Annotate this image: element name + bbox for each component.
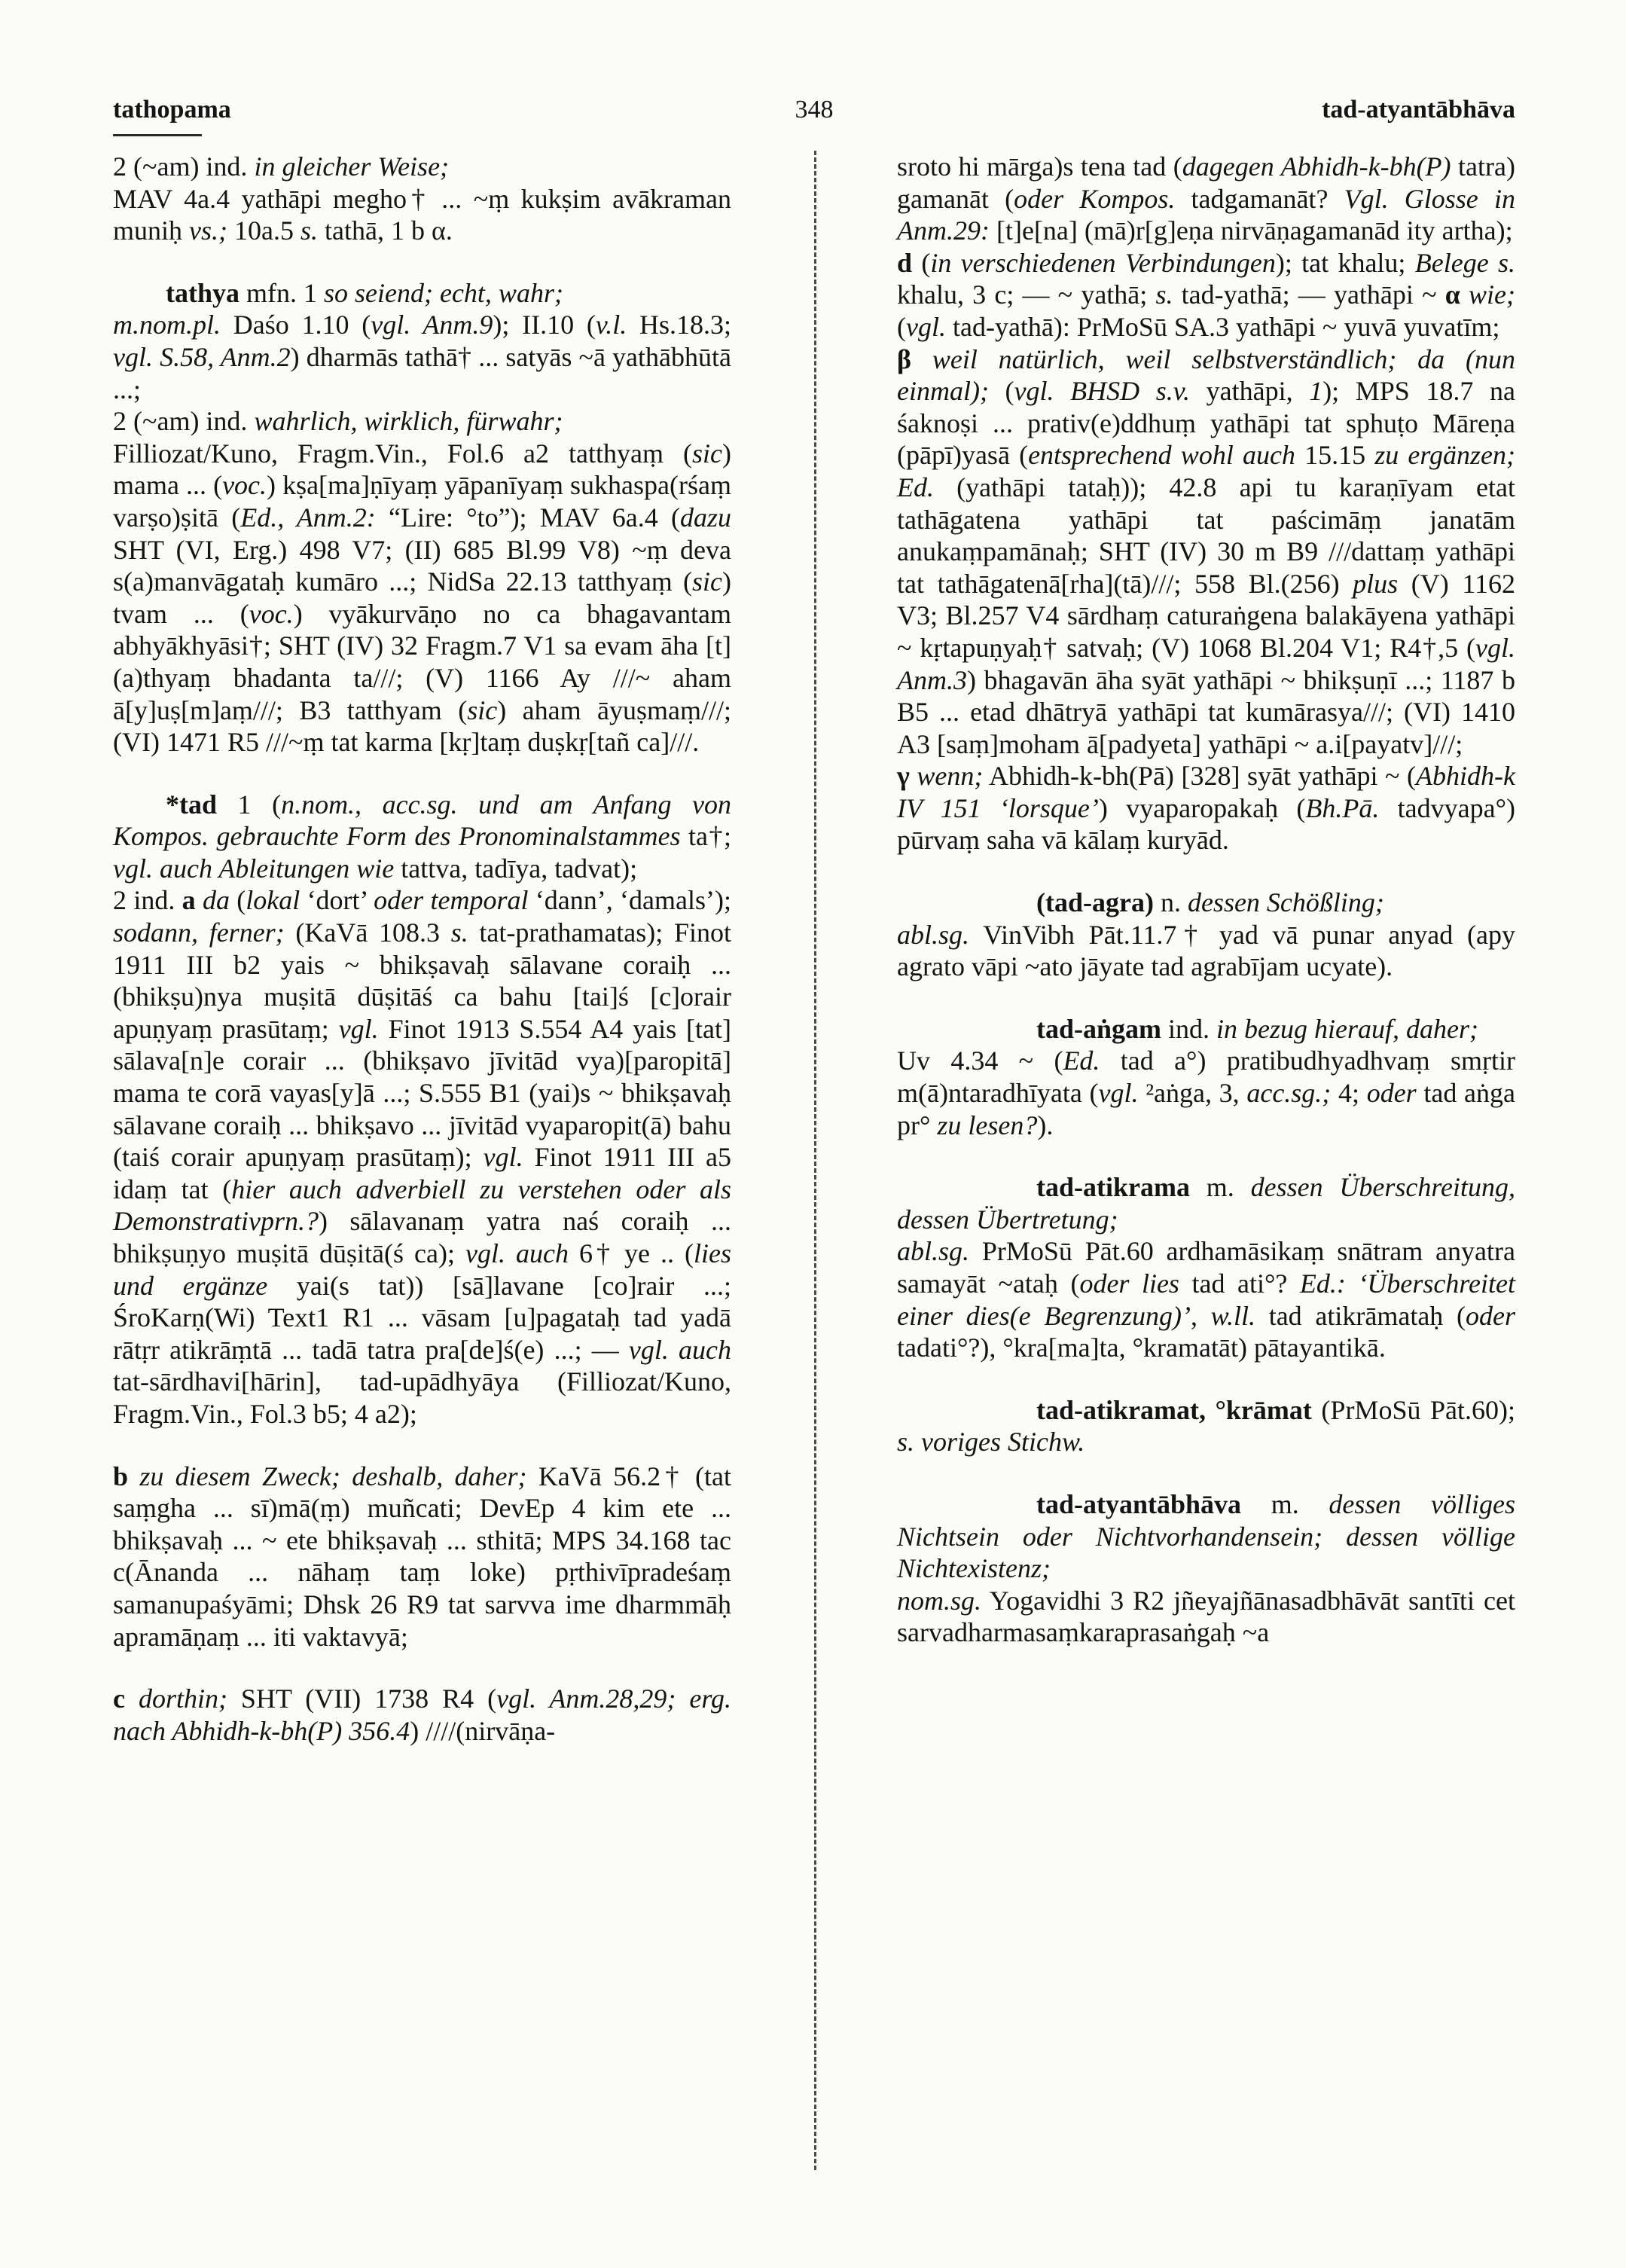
tad-sense-2a: [113, 884, 731, 1430]
text-run: tad aṅga pr°: [897, 1078, 1515, 1140]
text-run: SHT (VI, Erg.) 498 V7; (II) 685 Bl.99 V8) ~ṃ deva s(a)manvāgataḥ kumāro ...; NidSa 22.13 tatthyaṃ (: [113, 534, 731, 597]
text-run: Uv 4.34 ~ (: [897, 1045, 1063, 1076]
text-run: n.: [1153, 887, 1188, 918]
text-run: (: [897, 311, 906, 342]
text-run: tad-atyantābhāva: [1036, 1488, 1242, 1519]
text-run: b: [113, 1461, 129, 1491]
page-number: 348: [795, 96, 834, 124]
text-run: in bezug hierauf, daher;: [1216, 1013, 1478, 1044]
text-run: da: [202, 885, 230, 916]
text-run: “Lire: °to”); MAV 6a.4 (: [375, 502, 680, 533]
text-run: oder lies: [1079, 1268, 1179, 1299]
text-run: tad a°) pratibudhyadhvaṃ smṛtir m(ā)ntaradhīyata (: [897, 1045, 1515, 1109]
text-run: sroto hi mārga)s tena tad (: [897, 151, 1182, 182]
text-run: ) tvam ... (: [113, 566, 731, 629]
text-run: dagegen Abhidh-k-bh(P): [1182, 151, 1451, 182]
text-run: Hs.18.3;: [627, 310, 731, 340]
text-run: (: [988, 376, 1014, 407]
tad-sense-2d-beta: [897, 343, 1515, 761]
text-run: 2 (~am) ind.: [113, 406, 255, 437]
tathya-sense-2: [113, 405, 731, 438]
tad-sense-2d: [897, 247, 1515, 343]
text-run: [1460, 279, 1469, 310]
entry-tad-agra: [897, 887, 1515, 919]
text-run: 2 ind.: [113, 885, 182, 916]
right-column: [897, 151, 1515, 1747]
text-run: abl.sg.: [897, 1236, 970, 1267]
text-run: nom.sg.: [897, 1585, 982, 1616]
entry-tad-angam: [897, 1013, 1515, 1045]
text-run: ²aṅga, 3,: [1138, 1078, 1247, 1109]
text-run: sodann, ferner;: [113, 917, 285, 948]
tad-sense-2d-gamma: [897, 760, 1515, 856]
text-run: wenn;: [917, 761, 984, 792]
text-run: PrMoSū Pāt.60 ardhamāsikaṃ snātram anyatra samayāt ~ataḥ (: [897, 1236, 1515, 1299]
text-run: hier auch adverbiell zu verstehen oder als Demonstrativprn.?: [113, 1174, 731, 1237]
text-run: Ed., Anm.2:: [240, 502, 376, 533]
text-run: abl.sg.: [897, 919, 970, 950]
text-run: entsprechend wohl auch: [1028, 440, 1295, 471]
entry-tad-atikramat: [897, 1394, 1515, 1458]
text-run: Yogavidhi 3 R2 jñeyajñānasadbhāvāt santīti cet sarvadharmasaṃkaraprasaṅgaḥ ~a: [897, 1585, 1515, 1648]
text-run: (KaVā 108.3: [284, 917, 451, 948]
text-run: zu lesen?: [937, 1110, 1038, 1140]
text-run: ‘dort’: [300, 885, 374, 916]
text-run: vs.;: [189, 215, 227, 246]
text-run: Ed.: [1063, 1045, 1100, 1076]
text-run: Finot 1913 S.554 A4 yais [tat] sālava[n]e corair ... (bhikṣavo jīvitād vya)[paropitā] mama te corā vayas[y]ā ...; S.555 B1 (yai)s ~ bhikṣavaḥ sālavane coraiḥ ... bhikṣavo ... jīvitād vyaparopit(ā) bahu (taiś corair apuṇyaṃ prasūtaṃ);: [113, 1013, 732, 1173]
text-run: voc.: [249, 598, 294, 629]
text-run: *tad: [166, 789, 218, 820]
tad-atikrama-citations: [897, 1235, 1515, 1363]
text-run: 10a.5: [227, 215, 300, 246]
text-run: oder: [1466, 1300, 1515, 1331]
text-run: v.l.: [595, 310, 627, 340]
text-run: ind.: [1161, 1013, 1217, 1044]
text-run: ) ////(nirvāṇa-: [410, 1715, 556, 1746]
entry-tad-atikrama: [897, 1171, 1515, 1235]
text-run: tad ati°?: [1179, 1268, 1300, 1299]
text-run: ) vyaparopakaḥ (: [1098, 792, 1306, 823]
text-run: ); MPS 18.7 na śaknoṣi ... prativ(e)ddhuṃ yathāpi tat sphuṭo Māreṇa (pāpī)yasā (: [897, 376, 1515, 471]
text-run: sic: [692, 566, 722, 597]
text-run: tadati°?), °kra[ma]ta, °kramatāt) pātayantikā.: [897, 1332, 1386, 1363]
text-run: Bh.Pā.: [1305, 792, 1380, 823]
text-run: ) kṣa[ma]ṇīyaṃ yāpanīyaṃ sukhaspa(rśaṃ varṣo)ṣitā (: [113, 470, 731, 533]
left-column: [113, 151, 731, 1747]
text-run: tad atikrāmataḥ (: [1255, 1300, 1466, 1331]
text-run: [128, 1461, 139, 1491]
text-run: tad-yathā): PrMoSū SA.3 yathāpi ~ yuvā yuvatīm;: [945, 311, 1500, 342]
text-run: dessen Schößling;: [1187, 887, 1384, 918]
text-run: 1 (: [217, 789, 282, 820]
header-right-headword: tad-atyantābhāva: [1322, 96, 1515, 124]
text-run: tadvyapa°) pūrvaṃ saha vā kālaṃ kuryād.: [897, 792, 1515, 856]
text-run: oder Kompos.: [1014, 183, 1176, 214]
text-run: vgl.: [1098, 1078, 1139, 1109]
text-run: dessen Überschreitung, dessen Übertretung;: [897, 1172, 1515, 1235]
text-run: tat-prathamatas); Finot 1911 III b2 yais ~ bhikṣavaḥ sālavane coraiḥ ... (bhikṣu)nya muṣitā dūṣitāś ca bahu [tai]ś [c]orair apuṇyaṃ prasūtaṃ;: [113, 917, 731, 1044]
text-run: [125, 1683, 139, 1714]
text-run: (: [229, 885, 246, 916]
text-run: VinVibh Pāt.11.7† yad vā punar anyad (apy agrato vāpi ~ato jāyate tad agrabījam ucyate).: [897, 919, 1515, 982]
text-run: ) sālavanaṃ yatra naś coraiḥ ... bhikṣuṇyo muṣitā dūṣitā(ś ca);: [113, 1206, 731, 1268]
text-run: lies und ergänze: [113, 1238, 731, 1301]
text-run: [910, 761, 917, 791]
text-run: vgl.: [483, 1142, 523, 1173]
text-run: Finot 1911 III a5 idaṃ tat (: [113, 1142, 731, 1204]
text-run: Belege s.: [1414, 247, 1515, 278]
tad-sense-2c-continued: [897, 151, 1515, 247]
text-run: ) dharmās tathā† ... satyās ~ā yathābhūtā ...;: [113, 341, 732, 404]
text-run: oder: [1366, 1078, 1417, 1109]
text-run: [1346, 1268, 1359, 1299]
text-run: tad-atikramat, °krāmat: [1036, 1394, 1312, 1425]
text-run: in gleicher Weise;: [254, 151, 450, 182]
text-run: acc.sg.;: [1246, 1078, 1332, 1109]
text-run: vgl. auch: [465, 1238, 569, 1268]
tad-sense-2c: [113, 1683, 731, 1747]
text-run: KaVā 56.2† (tat saṃgha ... sī)mā(ṃ) muñcati; DevEp 4 kim ete ... bhikṣavaḥ ... ~ ete bhikṣavaḥ ... sthitā; MPS 34.168 tac c(Ānanda ... nāhaṃ taṃ loke) pṛthivīpradeśaṃ samanupaśyāmi; Dhsk 26 R9 tat sarvva ime dharmmāḥ apramāṇaṃ ... iti vaktavyā;: [113, 1461, 731, 1652]
text-run: Filliozat/Kuno, Fragm.Vin., Fol.6 a2 tatthyaṃ (: [113, 438, 692, 469]
text-run: Ed.:: [1299, 1268, 1346, 1299]
tad-atyantabhava-citations: [897, 1585, 1515, 1649]
text-run: (: [912, 247, 931, 278]
text-run: [911, 344, 932, 374]
text-run: 15.15: [1295, 440, 1375, 471]
text-run: (V) 1162 V3; Bl.257 V4 sārdhaṃ caturaṅgena balakāyena yathāpi ~ kṛtapuṇyaḥ† satvaḥ; (V) 1068 Bl.204 V1; R4†,5 (: [897, 568, 1515, 663]
entry-tad-atyantabhava: [897, 1488, 1515, 1585]
text-run: plus: [1353, 568, 1399, 599]
headword-underline-rule: [113, 134, 202, 136]
text-run: Daśo 1.10 (: [221, 310, 371, 340]
text-run: tad-aṅgam: [1036, 1013, 1162, 1044]
text-run: 2 (~am) ind.: [113, 151, 255, 182]
text-run: tathya: [166, 277, 239, 308]
text-run: dazu: [679, 502, 731, 533]
text-run: Abhidh-k-bh(Pā) [328] syāt yathāpi ~ (: [983, 761, 1417, 792]
text-run: ); II.10 (: [493, 310, 596, 340]
text-run: vgl. auch Ableitungen wie: [113, 853, 395, 884]
text-run: ) bhagavān āha syāt yathāpi ~ bhikṣuṇī ...; 1187 b B5 ... etad dhātryā yathāpi tat kumārasya///; (VI) 1410 A3 [saṃ]moham ā[padyeta] yathāpi ~ a.i[payatv]///;: [897, 664, 1515, 759]
text-run: vgl.: [906, 311, 946, 342]
text-run: sic: [467, 694, 498, 725]
text-run: ); tat khalu;: [1275, 247, 1415, 278]
text-run: c: [113, 1683, 125, 1714]
text-run: dorthin;: [138, 1683, 227, 1714]
text-columns: [113, 151, 1515, 1747]
text-run: vgl. S.58, Anm.2: [113, 341, 291, 372]
text-run: ).: [1037, 1110, 1054, 1140]
text-run: zu diesem Zweck; deshalb, daher;: [139, 1461, 527, 1491]
text-run: a: [182, 885, 196, 916]
entry-tad: [113, 789, 731, 885]
text-run: vgl. Anm.3: [897, 632, 1515, 695]
text-run: α: [1444, 279, 1460, 310]
text-run: m.nom.pl.: [113, 310, 221, 340]
text-run: ) vyākurvāṇo no ca bhagavantam abhyākhyāsi†; SHT (IV) 32 Fragm.7 V1 sa evam āha [t](a)thyaṃ bhadanta ta///; (V) 1166 Ay ///~ aham ā[y]uṣ[m]aṃ///; B3 tatthyam (: [113, 598, 731, 725]
tad-angam-citations: [897, 1045, 1515, 1141]
text-run: ,: [1190, 1300, 1211, 1331]
text-run: khalu, 3 c; — ~ yathā;: [897, 279, 1156, 310]
text-run: oder temporal: [374, 885, 529, 916]
entry-tathya: [113, 277, 731, 310]
text-run: wahrlich, wirklich, fürwahr;: [254, 406, 563, 437]
citation-mav: [113, 183, 731, 247]
text-run: vgl. BHSD s.v.: [1014, 376, 1191, 407]
text-run: yathāpi,: [1190, 376, 1310, 407]
text-run: dessen völliges Nichtsein oder Nichtvorhandensein; dessen völlige Nichtexistenz;: [897, 1488, 1515, 1584]
text-run: 6† ye .. (: [568, 1238, 694, 1268]
tad-agra-citations: [897, 919, 1515, 983]
text-run: vgl. Anm.28,29; erg. nach Abhidh-k-bh(P) 356.4: [113, 1683, 731, 1746]
text-run: s. voriges Stichw.: [897, 1427, 1085, 1458]
text-run: voc.: [222, 470, 267, 501]
text-run: wie;: [1469, 279, 1516, 310]
text-run: β: [897, 343, 911, 374]
text-run: γ: [897, 761, 910, 792]
text-run: ) mama ... (: [113, 438, 731, 501]
text-run: s.: [450, 917, 468, 948]
text-run: lokal: [246, 885, 300, 916]
text-run: 4;: [1331, 1078, 1367, 1109]
text-run: Abhidh-k IV 151 ‘lorsque’: [897, 761, 1516, 823]
text-run: in verschiedenen Verbindungen: [930, 247, 1276, 278]
text-run: (PrMoSū Pāt.60);: [1311, 1394, 1515, 1425]
tad-sense-2b: [113, 1461, 731, 1653]
running-header: [113, 95, 1515, 125]
text-run: yai(s tat)) [sā]lavane [co]rair ...; ŚroKarṇ(Wi) Text1 R1 ... vāsam [u]pagataḥ tad yadā rātṛr atikrāṃtā ... tadā tatra pra[de]ś(e) ...; —: [113, 1270, 731, 1365]
text-run: ‘dann’, ‘damals’);: [528, 885, 731, 916]
text-run: m.: [1241, 1488, 1329, 1519]
text-run: vgl. auch: [628, 1334, 731, 1365]
text-run: vgl.: [338, 1013, 379, 1044]
text-run: (tad-agra): [1036, 887, 1154, 918]
text-run: 1: [1309, 376, 1323, 407]
text-run: w.ll.: [1210, 1300, 1255, 1331]
text-run: vgl. Anm.9: [371, 310, 493, 340]
text-run: tattva, tadīya, tadvat);: [394, 853, 638, 884]
text-run: zu ergänzen; Ed.: [897, 440, 1515, 502]
text-run: SHT (VII) 1738 R4 (: [227, 1683, 497, 1714]
text-run: tatra) gamanāt (: [897, 151, 1515, 214]
text-run: d: [897, 247, 913, 278]
text-run: [t]e[na] (mā)r[g]eṇa nirvāṇagamanād ity artha);: [989, 215, 1513, 246]
text-run: tad-yathā; — yathāpi ~: [1173, 279, 1445, 310]
tathya-sense-2-citations: [113, 438, 731, 759]
text-run: s.: [1155, 279, 1173, 310]
text-run: weil natürlich, weil selbstverständlich; da (nun einmal);: [897, 343, 1516, 407]
text-run: tad-atikrama: [1036, 1172, 1190, 1203]
text-run: mfn. 1: [239, 277, 324, 308]
text-run: tadgamanāt?: [1175, 183, 1344, 214]
sense-2-tathopama: [113, 151, 731, 183]
text-run: sic: [692, 438, 722, 469]
text-run: n.nom., acc.sg. und am Anfang von Kompos. gebrauchte Form des Pronominalstammes: [113, 789, 731, 852]
header-left-headword: tathopama: [113, 96, 231, 124]
text-run: ta†;: [680, 821, 731, 852]
text-run: so seiend; echt, wahr;: [324, 277, 563, 308]
text-run: Vgl. Glosse in Anm.29:: [897, 183, 1515, 246]
tathya-sense-1-citations: [113, 309, 731, 405]
text-run: tat-sārdhavi[hārin], tad-upādhyāya (Filliozat/Kuno, Fragm.Vin., Fol.3 b5; 4 a2);: [113, 1366, 731, 1429]
text-run: s.: [300, 215, 318, 246]
text-run: tathā, 1 b α.: [318, 215, 453, 246]
text-run: ‘Überschreitet einer dies(e Begrenzung)’: [897, 1268, 1516, 1331]
text-run: m.: [1189, 1172, 1251, 1203]
text-run: (yathāpi tataḥ)); 42.8 api tu karaṇīyam etat tathāgatena yathāpi tat paścimāṃ janatām anukaṃpamānaḥ; SHT (IV) 30 m B9 ///dattaṃ yathāpi tat tathāgatenā[rha](tā)///; 558 Bl.(256): [897, 472, 1515, 599]
text-run: [196, 885, 203, 915]
text-run: MAV 4a.4 yathāpi megho† ... ~ṃ kukṣim avākraman muniḥ: [113, 183, 731, 246]
text-run: ) aham āyuṣmaṃ///; (VI) 1471 R5 ///~ṃ tat karma [kṛ]taṃ duṣkṛ[tañ ca]///.: [113, 694, 731, 758]
